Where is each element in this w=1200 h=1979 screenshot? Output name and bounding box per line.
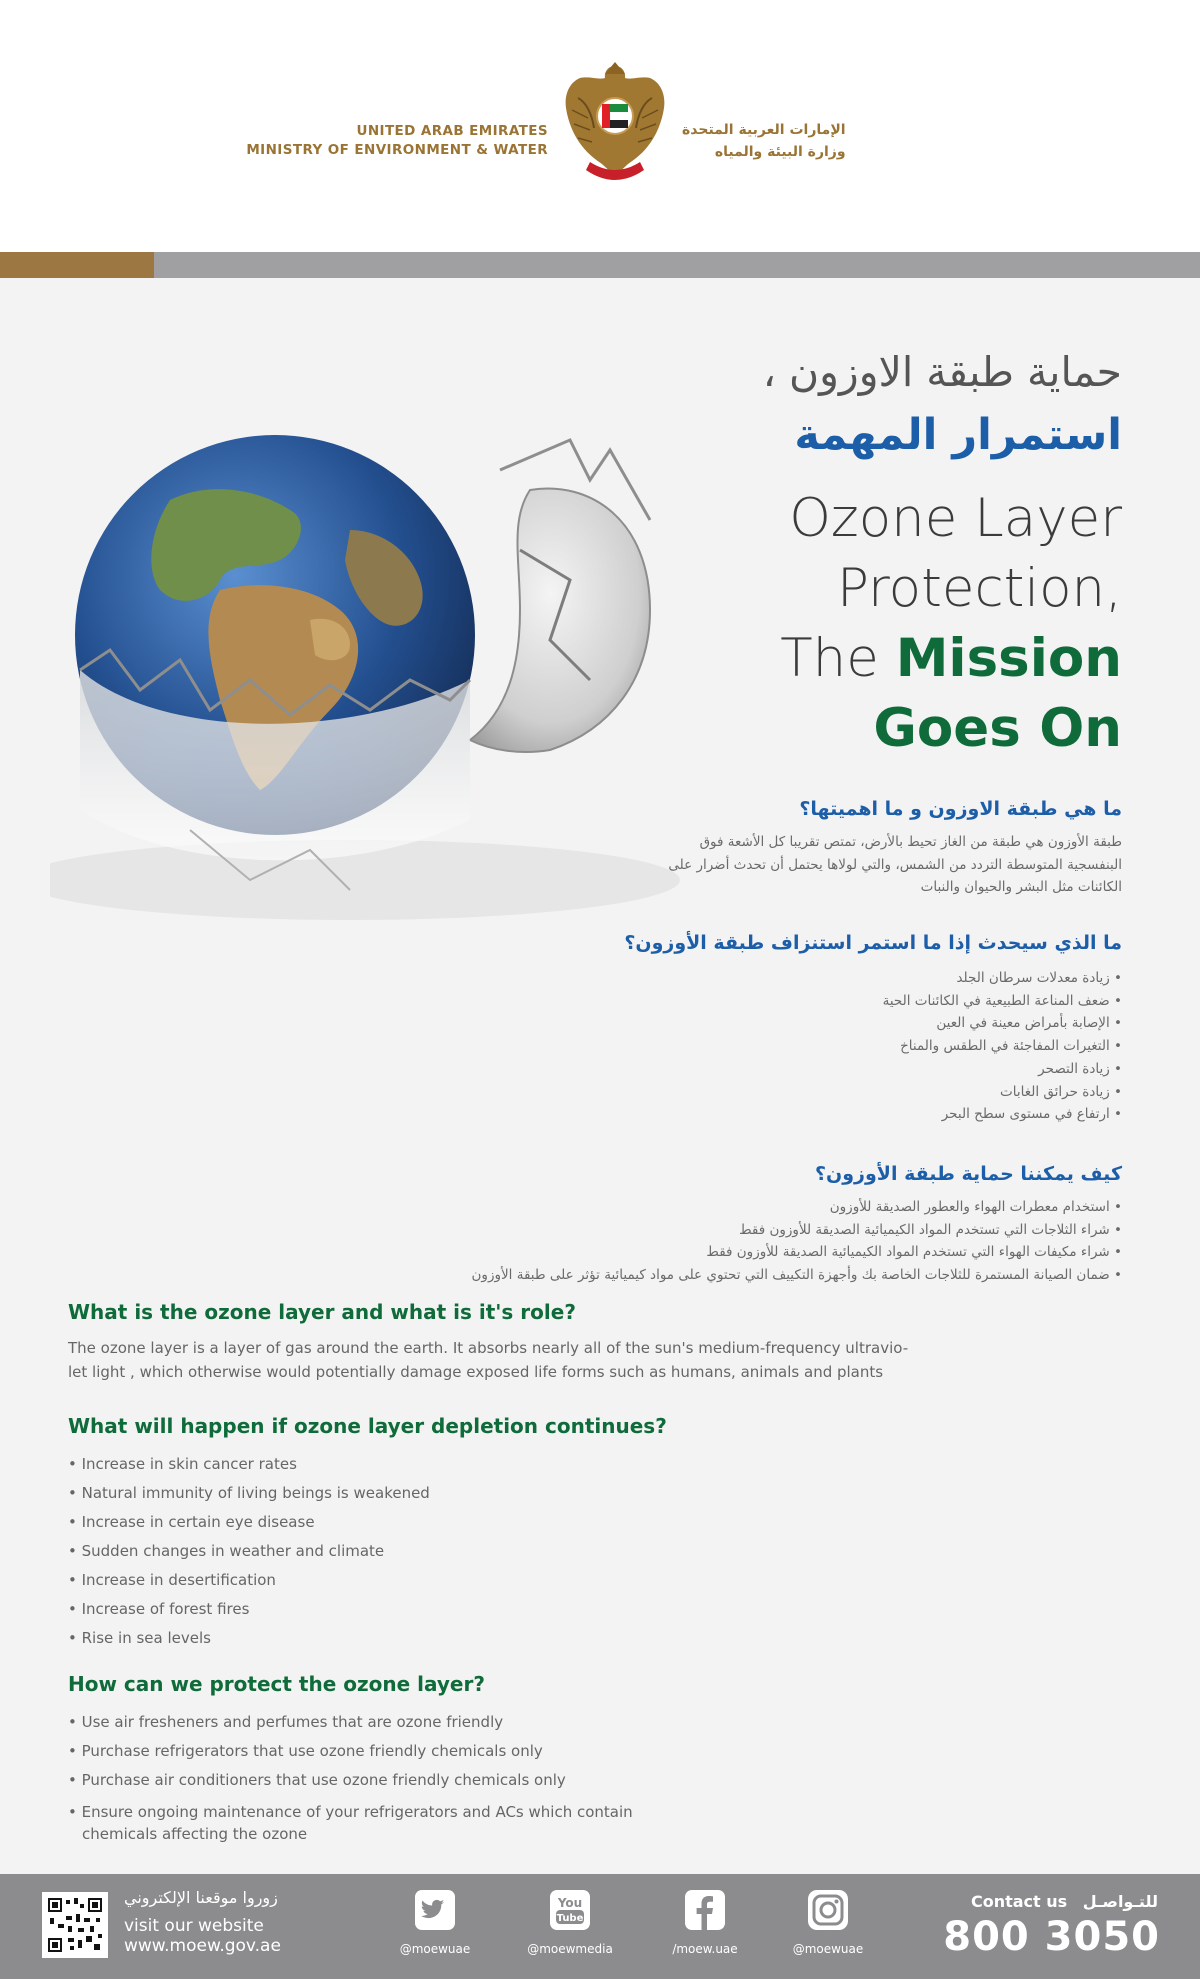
- svg-text:Tube: Tube: [556, 1913, 584, 1924]
- en-what-line: The ozone layer is a layer of gas around the earth. It absorbs nearly all of the sun's medium-frequency ultravio-: [68, 1339, 909, 1357]
- list-item: • زيادة معدلات سرطان الجلد: [624, 967, 1122, 990]
- list-item: • زيادة حرائق الغابات: [624, 1081, 1122, 1104]
- website-link[interactable]: www.moew.gov.ae: [124, 1936, 281, 1956]
- youtube-icon[interactable]: [550, 1890, 590, 1930]
- ministry-name-en: [246, 122, 548, 160]
- social-facebook[interactable]: [650, 1890, 760, 1956]
- list-item: • Ensure ongoing maintenance of your refrigerators and ACs which contain chemicals affecting the ozone: [68, 1795, 708, 1845]
- ar-what-heading: ما هي طبقة الاوزون و ما اهميتها؟: [799, 798, 1122, 820]
- list-item: • Use air fresheners and perfumes that are ozone friendly: [68, 1708, 708, 1737]
- en-protect-heading: How can we protect the ozone layer?: [68, 1672, 485, 1696]
- social-handle: /moew.uae: [672, 1942, 738, 1956]
- ar-what-line: طبقة الأوزون هي طبقة من الغاز تحيط بالأرض، تمتص تقريبا كل الأشعة فوق: [699, 834, 1122, 850]
- visit-website-ar: زوروا موقعنا الإلكتروني: [124, 1888, 278, 1907]
- list-item: • Sudden changes in weather and climate: [68, 1537, 667, 1566]
- social-youtube[interactable]: [515, 1890, 625, 1956]
- visit-website-en: [124, 1916, 281, 1956]
- en-what-line: let light , which otherwise would potentially damage exposed life forms such as humans, animals and plants: [68, 1363, 884, 1381]
- en-protect-list: [68, 1708, 708, 1845]
- country-name-ar: الإمارات العربية المتحدة: [682, 122, 846, 138]
- list-item: • Increase in skin cancer rates: [68, 1450, 667, 1479]
- ar-happen-heading: ما الذي سيحدث إذا ما استمر استنزاف طبقة الأوزون؟: [624, 932, 1122, 954]
- list-item: • زيادة التصحر: [624, 1058, 1122, 1081]
- en-what-body: [68, 1336, 948, 1384]
- contact-label-ar: للتـواصـل: [1082, 1892, 1158, 1911]
- ministry-name-ar: [682, 119, 846, 163]
- ar-what-line: الكائنات مثل البشر والحيوان والنبات: [920, 879, 1122, 895]
- title-en-mission: Mission: [895, 628, 1122, 689]
- ar-section-happen: [624, 929, 1122, 1126]
- header-accent-bar-gray: [154, 252, 1200, 278]
- page-header: [0, 0, 1200, 252]
- title-en-line2: Protection,: [837, 558, 1122, 619]
- list-item: • Increase in certain eye disease: [68, 1508, 667, 1537]
- list-item: • الإصابة بأمراض معينة في العين: [624, 1012, 1122, 1035]
- contact-label-en: Contact us: [970, 1892, 1068, 1911]
- contact-phone-number[interactable]: 800 3050: [943, 1914, 1160, 1960]
- title-en-line3: [780, 624, 1122, 694]
- ar-section-protect: [472, 1160, 1122, 1287]
- country-name-en: UNITED ARAB EMIRATES: [356, 123, 548, 139]
- list-item: • ضعف المناعة الطبيعية في الكائنات الحية: [624, 990, 1122, 1013]
- uae-emblem-logo: [560, 58, 670, 198]
- social-handle: @moewuae: [792, 1942, 864, 1956]
- qr-code-icon[interactable]: [42, 1892, 108, 1958]
- social-twitter[interactable]: [380, 1890, 490, 1956]
- list-item: • Increase in desertification: [68, 1566, 667, 1595]
- contact-label: [971, 1892, 1158, 1911]
- ministry-title-ar: وزارة البيئة والمياه: [714, 144, 846, 160]
- page-footer: [0, 1874, 1200, 1979]
- title-ar-line1: حماية طبقة الاوزون ،: [762, 348, 1122, 396]
- social-handle: @moewuae: [399, 1942, 471, 1956]
- list-item: • التغيرات المفاجئة في الطقس والمناخ: [624, 1035, 1122, 1058]
- social-handle: @moewmedia: [527, 1942, 613, 1956]
- instagram-icon[interactable]: [808, 1890, 848, 1930]
- title-en-line4: Goes On: [873, 698, 1122, 759]
- ar-what-line: البنفسجية المتوسطة التردد من الشمس، والتي لولاها يحتمل أن تحدث أضرار على: [668, 856, 1122, 873]
- en-what-heading: What is the ozone layer and what is it's role?: [68, 1300, 576, 1324]
- en-happen-list: [68, 1450, 667, 1653]
- list-item: • استخدام معطرات الهواء والعطور الصديقة للأوزون: [472, 1196, 1122, 1219]
- en-section-protect: [68, 1670, 708, 1845]
- svg-text:You: You: [557, 1896, 583, 1910]
- ar-what-body: [668, 831, 1122, 899]
- en-section-what: [68, 1298, 948, 1384]
- ar-section-what: [668, 795, 1122, 899]
- cracked-globe-illustration: [50, 410, 770, 940]
- en-section-happen: [68, 1412, 667, 1653]
- list-item: • ارتفاع في مستوى سطح البحر: [624, 1103, 1122, 1126]
- list-item: • Rise in sea levels: [68, 1624, 667, 1653]
- header-accent-bar-gold: [0, 252, 154, 278]
- ar-protect-heading: كيف يمكننا حماية طبقة الأوزون؟: [815, 1163, 1122, 1185]
- title-en: [780, 484, 1122, 764]
- ministry-title-en: MINISTRY OF ENVIRONMENT & WATER: [246, 142, 548, 158]
- list-item: • شراء مكيفات الهواء التي تستخدم المواد الكيميائية الصديقة للأوزون فقط: [472, 1241, 1122, 1264]
- list-item: • Purchase refrigerators that use ozone friendly chemicals only: [68, 1737, 708, 1766]
- social-instagram[interactable]: [773, 1890, 883, 1956]
- list-item: • Natural immunity of living beings is weakened: [68, 1479, 667, 1508]
- title-ar-line2: استمرار المهمة: [794, 410, 1122, 460]
- list-item: • Increase of forest fires: [68, 1595, 667, 1624]
- facebook-icon[interactable]: [685, 1890, 725, 1930]
- title-en-line1: Ozone Layer: [789, 488, 1122, 549]
- en-happen-heading: What will happen if ozone layer depletion continues?: [68, 1414, 667, 1438]
- list-item: • Purchase air conditioners that use ozone friendly chemicals only: [68, 1766, 708, 1795]
- title-en-the: The: [780, 628, 896, 689]
- ar-happen-list: [624, 967, 1122, 1126]
- list-item: • شراء الثلاجات التي تستخدم المواد الكيميائية الصديقة للأوزون فقط: [472, 1219, 1122, 1242]
- visit-website-label: visit our website: [124, 1916, 264, 1936]
- list-item: • ضمان الصيانة المستمرة للثلاجات الخاصة بك وأجهزة التكييف التي تحتوي على مواد كيميائية تؤثر على طبقة الأوزون: [472, 1264, 1122, 1287]
- twitter-icon[interactable]: [415, 1890, 455, 1930]
- ar-protect-list: [472, 1196, 1122, 1287]
